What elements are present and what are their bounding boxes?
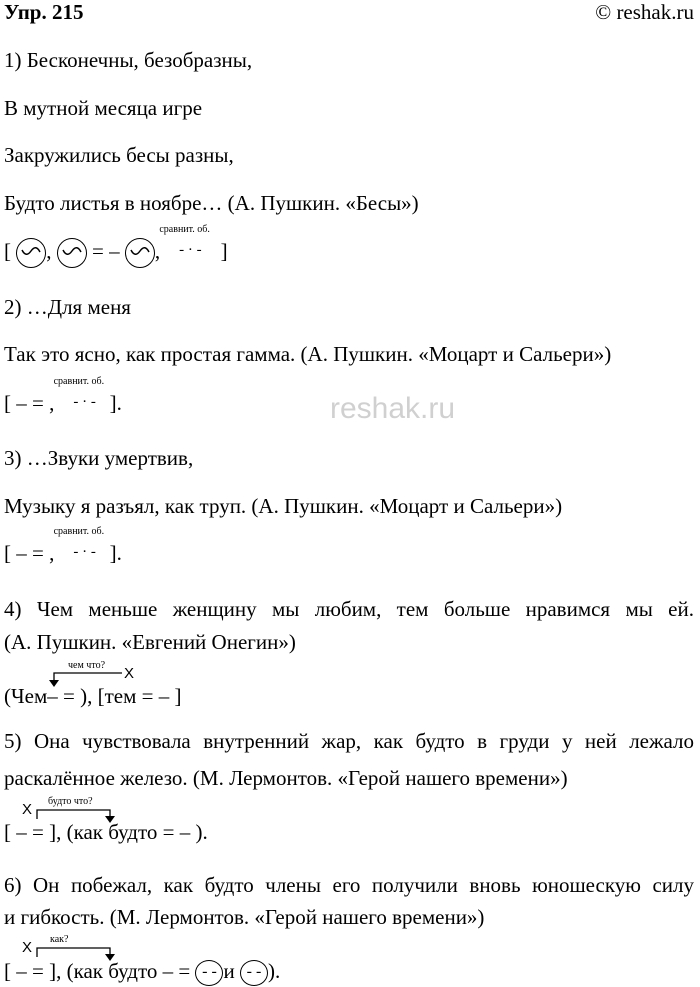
scheme-text: [ – = , xyxy=(4,391,55,415)
comparative-label: сравнит. об. xyxy=(53,376,105,387)
bracket: ]. xyxy=(109,541,122,565)
watermark: reshak.ru xyxy=(330,392,456,425)
scheme-1 xyxy=(4,224,228,276)
comparative-dash: - · - xyxy=(179,242,202,258)
text-line: 2) …Для меня xyxy=(4,295,131,319)
scheme-2 xyxy=(4,376,122,428)
text-line: 6) Он побежал, как будто члены его получили вновь юношескую силу xyxy=(4,873,694,897)
bracket: [ xyxy=(4,239,11,263)
conjunction: и xyxy=(223,959,235,983)
text-line: (А. Пушкин. «Евгений Онегин») xyxy=(4,630,296,654)
question-label: чем что? xyxy=(68,660,106,671)
copyright: © reshak.ru xyxy=(595,0,694,24)
adverbial-circle-icon: - - xyxy=(240,960,268,986)
adverbial-circle-icon: - - xyxy=(195,960,223,986)
cross-mark: X xyxy=(22,801,33,818)
bracket: ). xyxy=(267,959,281,983)
scheme-text: [ – = ], (как будто – = xyxy=(4,959,191,983)
comparative-dash: - · - xyxy=(73,544,96,560)
text-line: 1) Бесконечны, безобразны, xyxy=(4,48,253,72)
text-line: Закружились бесы разны, xyxy=(4,143,234,167)
comparative-dash: - · - xyxy=(73,394,96,410)
scheme-5 xyxy=(4,796,324,846)
text-line: Музыку я разъял, как труп. (А. Пушкин. «Моцарт и Сальери») xyxy=(4,494,563,518)
participle-circle-icon xyxy=(16,238,46,268)
text-line: В мутной месяца игре xyxy=(4,96,203,120)
scheme-4 xyxy=(4,660,304,710)
scheme-text: [ – = , xyxy=(4,541,55,565)
participle-circle-icon xyxy=(125,238,155,268)
text-line: 4) Чем меньше женщину мы любим, тем больше нравимся мы ей. xyxy=(4,597,694,621)
text-line: Так это ясно, как простая гамма. (А. Пушкин. «Моцарт и Сальери») xyxy=(4,342,612,366)
comma: , xyxy=(46,239,52,263)
text-line: раскалённое железо. (М. Лермонтов. «Герой нашего времени») xyxy=(4,766,568,790)
exercise-title: Упр. 215 xyxy=(4,0,84,24)
scheme-6 xyxy=(4,934,364,986)
text-line: и гибкость. (М. Лермонтов. «Герой нашего времени») xyxy=(4,905,485,929)
scheme-3 xyxy=(4,526,122,578)
predicate-marks: = – xyxy=(92,239,120,263)
participle-circle-icon xyxy=(57,238,87,268)
question-label: как? xyxy=(50,934,69,945)
comparative-label: сравнит. об. xyxy=(159,224,210,235)
text-line: 5) Она чувствовала внутренний жар, как будто в груди у ней лежало xyxy=(4,729,694,753)
text-line: 3) …Звуки умертвив, xyxy=(4,446,194,470)
text-line: Будто листья в ноябре… (А. Пушкин. «Бесы») xyxy=(4,191,419,215)
scheme-text: (Чем– = ), [тем = – ] xyxy=(4,684,182,708)
question-label: будто что? xyxy=(48,796,93,807)
cross-mark: X xyxy=(22,939,33,956)
scheme-text: [ – = ], (как будто = – ). xyxy=(4,820,208,844)
bracket: ]. xyxy=(109,391,122,415)
comma: , xyxy=(154,239,161,263)
comparative-label: сравнит. об. xyxy=(53,526,105,537)
bracket: ] xyxy=(220,239,228,263)
cross-mark: X xyxy=(124,665,135,682)
